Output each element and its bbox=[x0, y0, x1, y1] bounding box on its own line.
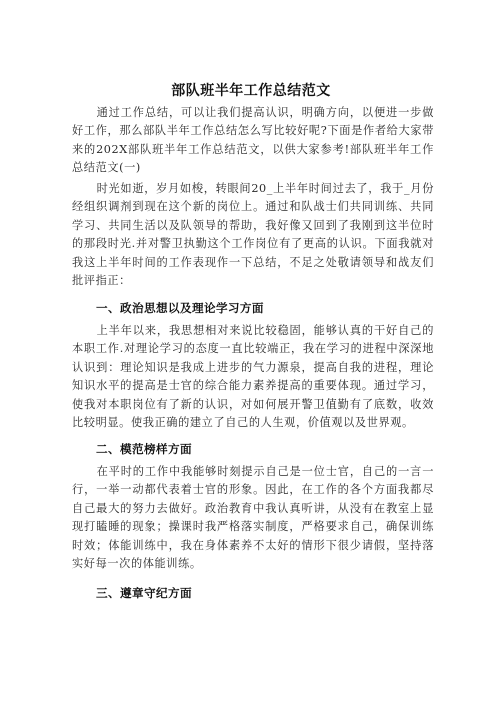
opening-paragraph: 时光如逝，岁月如梭，转眼间20_上半年时间过去了，我于_月份经组织调剂到现在这个新的岗位上。通过和队战士们共同训练、共同学习、共同生活以及队领导的帮助，我好像又回到了我刚到这半位时的那段时光.并对警卫执勤这个工作岗位有了更高的认识。下面我就对我这上半年时间的工作表现作一下总结，不足之处敬请领导和战友们批评指正： bbox=[72, 182, 434, 288]
intro-paragraph: 通过工作总结，可以让我们提高认识，明确方向，以便进一步做好工作，那么部队半年工作总结怎么写比较好呢?下面是作者给大家带来的202X部队班半年工作总结范文，以供大家参考!部队班半年工作总结范文(一) bbox=[72, 106, 434, 175]
section-heading-politics: 一、政治思想以及理论学习方面 bbox=[96, 301, 264, 315]
section-heading-role-model: 二、模范榜样方面 bbox=[96, 442, 192, 456]
section-heading-discipline: 三、遵章守纪方面 bbox=[96, 586, 192, 600]
role-model-paragraph: 在平时的工作中我能够时刻提示自己是一位士官，自己的一言一行，一举一动都代表着士官的形象。因此，在工作的各个方面我都尽自己最大的努力去做好。政治教育中我认真听讲，从没有在教室上显现打瞌睡的现象；操课时我严格落实制度，严格要求自己，确保训练时效；体能训练中，我在身体素养不太好的情形下很少请假，坚持落实好每一次的体能训练。 bbox=[72, 465, 434, 571]
document-title: 部队班半年工作总结范文 bbox=[171, 83, 331, 99]
politics-paragraph: 上半年以来，我思想相对来说比较稳固，能够认真的干好自己的本职工作.对理论学习的态度一直比较端正，我在学习的进程中深深地认识到：理论知识是我成上进步的气力源泉，提高自我的进程，理论知识水平的提高是士官的综合能力素养提高的重要体现。通过学习，使我对本职岗位有了新的认识，对如何展开警卫值勤有了底数，收效比较明显。使我正确的建立了自己的人生观，价值观以及世界观。 bbox=[72, 324, 434, 430]
